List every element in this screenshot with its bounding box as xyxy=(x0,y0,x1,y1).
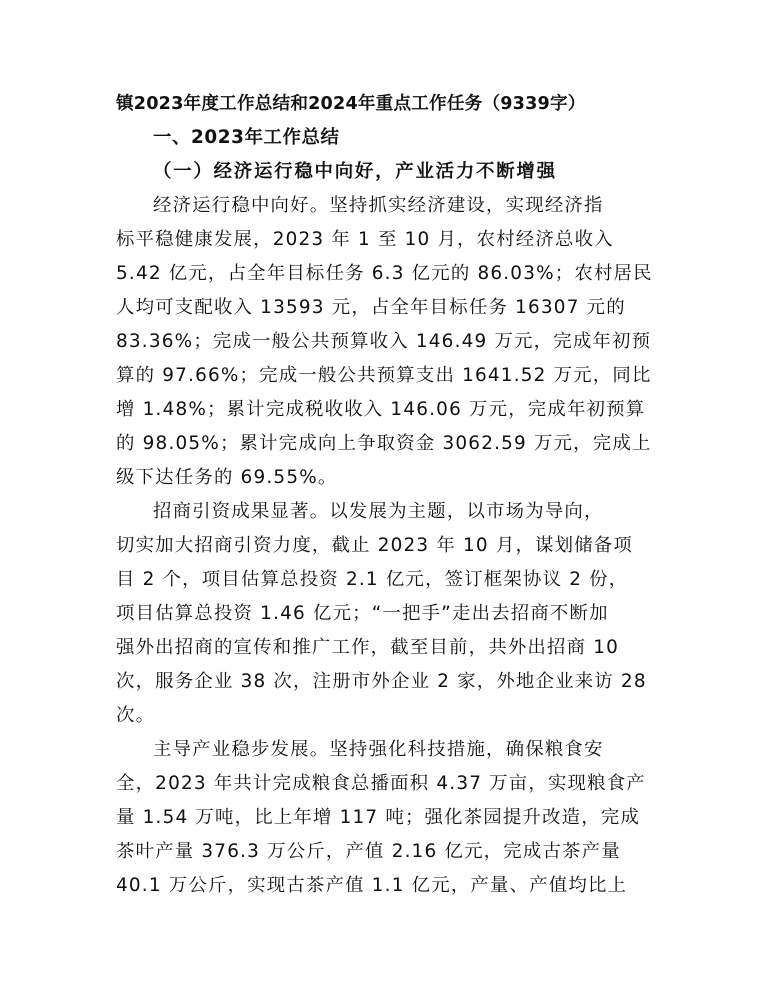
paragraph-1-line: 5.42 亿元，占全年目标任务 6.3 亿元的 86.03%；农村居民 xyxy=(116,263,653,284)
paragraph-3-line: 量 1.54 万吨，比上年增 117 吨；强化茶园提升改造，完成 xyxy=(116,807,641,828)
paragraph-1-line: 83.36%；完成一般公共预算收入 146.49 万元，完成年初预 xyxy=(116,331,652,352)
paragraph-2-line: 项目估算总投资 1.46 亿元；“一把手”走出去招商不断加 xyxy=(116,603,609,624)
paragraph-1-line: 人均可支配收入 13593 元，占全年目标任务 16307 元的 xyxy=(116,297,626,318)
paragraph-3-line: 40.1 万公斤，实现古茶产值 1.1 亿元，产量、产值均比上 xyxy=(116,875,628,896)
section-heading: 一、2023年工作总结 xyxy=(153,127,340,148)
paragraph-2-line: 次。 xyxy=(116,705,156,726)
paragraph-1-line: 算的 97.66%；完成一般公共预算支出 1641.52 万元，同比 xyxy=(116,365,652,386)
document-title: 镇2023年度工作总结和2024年重点工作任务（9339字） xyxy=(116,94,586,114)
paragraph-2-line: 切实加大招商引资力度，截止 2023 年 10 月，谋划储备项 xyxy=(116,535,633,556)
paragraph-2-line: 强外出招商的宣传和推广工作，截至目前，共外出招商 10 xyxy=(116,637,620,658)
paragraph-3-line: 茶叶产量 376.3 万公斤，产值 2.16 亿元，完成古茶产量 xyxy=(116,841,621,862)
paragraph-1-line: 增 1.48%；累计完成税收收入 146.06 万元，完成年初预算 xyxy=(116,399,646,420)
paragraph-2-line: 目 2 个，项目估算总投资 2.1 亿元，签订框架协议 2 份， xyxy=(116,569,629,590)
subsection-heading: （一）经济运行稳中向好，产业活力不断增强 xyxy=(153,161,557,182)
paragraph-2-line: 招商引资成果显著。以发展为主题，以市场为导向， xyxy=(153,501,604,522)
paragraph-1-line: 级下达任务的 69.55%。 xyxy=(116,467,338,488)
paragraph-1-line: 标平稳健康发展，2023 年 1 至 10 月，农村经济总收入 xyxy=(116,229,614,250)
paragraph-2-line: 次，服务企业 38 次，注册市外企业 2 家，外地企业来访 28 xyxy=(116,671,647,692)
paragraph-3-line: 主导产业稳步发展。坚持强化科技措施，确保粮食安 xyxy=(153,739,604,760)
paragraph-1-line: 的 98.05%；累计完成向上争取资金 3062.59 万元，完成上 xyxy=(116,433,652,454)
paragraph-1-line: 经济运行稳中向好。坚持抓实经济建设，实现经济指 xyxy=(153,195,604,216)
paragraph-3-line: 全，2023 年共计完成粮食总播面积 4.37 万亩，实现粮食产 xyxy=(116,773,646,794)
